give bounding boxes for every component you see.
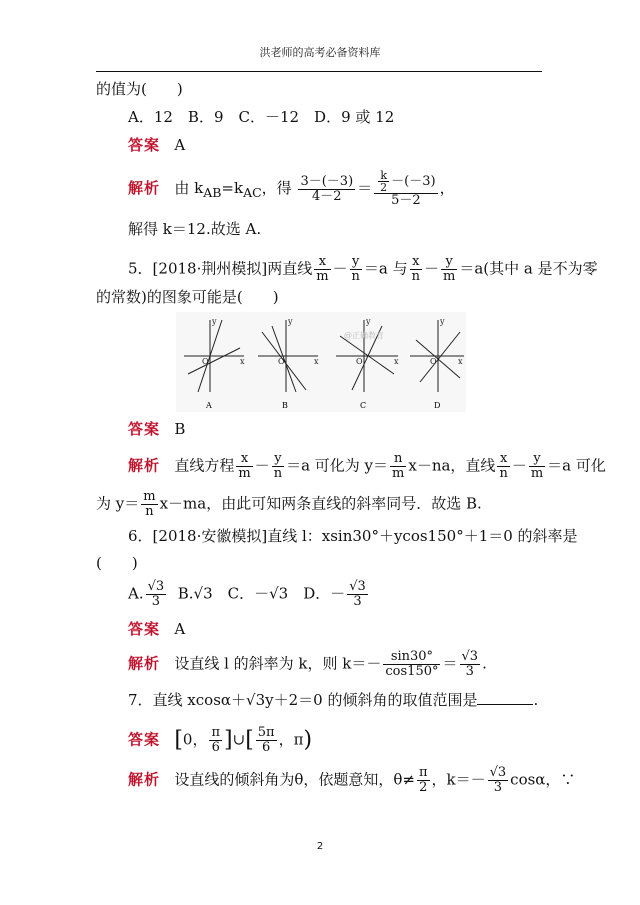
analysis-label: 解析 <box>128 654 161 673</box>
fraction: $\frac{k}{2}$ －(－3) 5－2 <box>374 170 437 208</box>
q4-stem-tail: 的值为( ) <box>96 80 183 98</box>
q4-solve: 解得 k＝12.故选 A. <box>128 220 262 238</box>
graph-options-svg <box>176 312 466 412</box>
svg-text:y: y <box>366 317 371 326</box>
fig-label-d: D <box>434 401 441 410</box>
svg-text:O: O <box>430 357 437 366</box>
answer-value: A <box>174 136 186 154</box>
analysis-label: 解析 <box>128 179 161 197</box>
q4-answer-line <box>128 136 185 154</box>
q6-analysis-line: 解析 设直线 l 的斜率为 k，则 k＝－ $\frac{\sin 30^\circ}{\cos 150^\circ}$ ＝ $\frac{√3}{3}$ . <box>128 649 487 679</box>
q5-stem: 5．[2018·荆州模拟]两直线 $\frac{x}{m}$ － $\frac{y}{n}$ ＝a 与 $\frac{x}{n}$ － $\frac{y}{m}$ ＝a(其中 a 是不为零 <box>128 254 598 284</box>
answer-value: B <box>174 420 186 438</box>
fig-label-a: A <box>206 401 212 410</box>
svg-text:O: O <box>356 357 363 366</box>
answer-blank <box>477 690 533 705</box>
page-number: 2 <box>316 841 324 852</box>
q4-analysis-line: 解析 由 $k_{AB}=k_{AC}$，得 $\frac{3-(-3)}{4-2}$ ＝ $\frac{k}{2}$ －(－3) 5－2 ， <box>128 169 455 208</box>
answer-label: 答案 <box>128 136 161 154</box>
q6-paren: ( ) <box>96 554 138 572</box>
q7-stem: 7．直线 xcosα＋√3y＋2＝0 的倾斜角的取值范围是 . <box>128 691 539 709</box>
q7-answer-line: 答案 [0， $\frac{\pi}{6}$ ]∪[ $\frac{5\pi}{6}$ ，π) <box>128 725 313 755</box>
analysis-text: 由 k <box>174 179 204 197</box>
page-header: 洪老师的高考必备资料库 <box>259 46 381 59</box>
analysis-label: 解析 <box>128 770 161 789</box>
svg-text:x: x <box>394 357 399 366</box>
header-rule <box>96 71 542 72</box>
fraction: $\frac{3-(-3)}{4-2}$ <box>300 173 354 204</box>
answer-label: 答案 <box>128 730 161 749</box>
q5-answer-line <box>128 420 185 438</box>
svg-text:x: x <box>240 357 245 366</box>
watermark: @正确教育 <box>344 331 384 340</box>
svg-text:y: y <box>440 317 445 326</box>
q6-answer-line <box>128 620 185 638</box>
q4-options: A．12 B．9 C．－12 D．9 或 12 <box>128 108 395 126</box>
q6-options: A. $\frac{√3}{3}$ B.√3 C．－√3 D．－ $\frac{√3}{3}$ <box>128 579 366 609</box>
answer-label: 答案 <box>128 620 161 638</box>
fig-label-c: C <box>360 401 367 410</box>
q6-stem: 6．[2018·安徽模拟]直线 l：xsin30°＋ycos150°＋1＝0 的斜率是 <box>128 527 578 545</box>
q7-analysis-line: 解析 设直线的倾斜角为θ，依题意知，θ≠ $\frac{\pi}{2}$ ，k＝－ $\frac{√3}{3}$ cosα，∵ <box>128 765 576 795</box>
q5-stem-2: 的常数)的图象可能是( ) <box>96 288 279 306</box>
answer-value: A <box>174 620 186 638</box>
answer-label: 答案 <box>128 420 161 438</box>
svg-text:y: y <box>212 317 217 326</box>
analysis-text: ，得 <box>261 179 292 197</box>
q5-analysis-line-2: 为 y＝ $\frac{m}{n}$ x－ma，由此可知两条直线的斜率同号．故选 B. <box>96 489 482 519</box>
analysis-label: 解析 <box>128 456 161 475</box>
q5-analysis-line: 解析 直线方程 $\frac{x}{m}$ － $\frac{y}{n}$ ＝a 可化为 y＝ $\frac{n}{m}$ x－na，直线 $\frac{x}{n}$ － $\frac{y}{m}$ ＝a 可化 <box>128 451 606 481</box>
graph-options-figure <box>176 312 466 412</box>
svg-text:x: x <box>314 357 319 366</box>
svg-text:y: y <box>288 317 293 326</box>
fig-label-b: B <box>282 401 288 410</box>
analysis-text: =k <box>221 179 244 197</box>
svg-text:O: O <box>202 357 209 366</box>
svg-text:O: O <box>278 357 285 366</box>
svg-text:x: x <box>458 357 463 366</box>
